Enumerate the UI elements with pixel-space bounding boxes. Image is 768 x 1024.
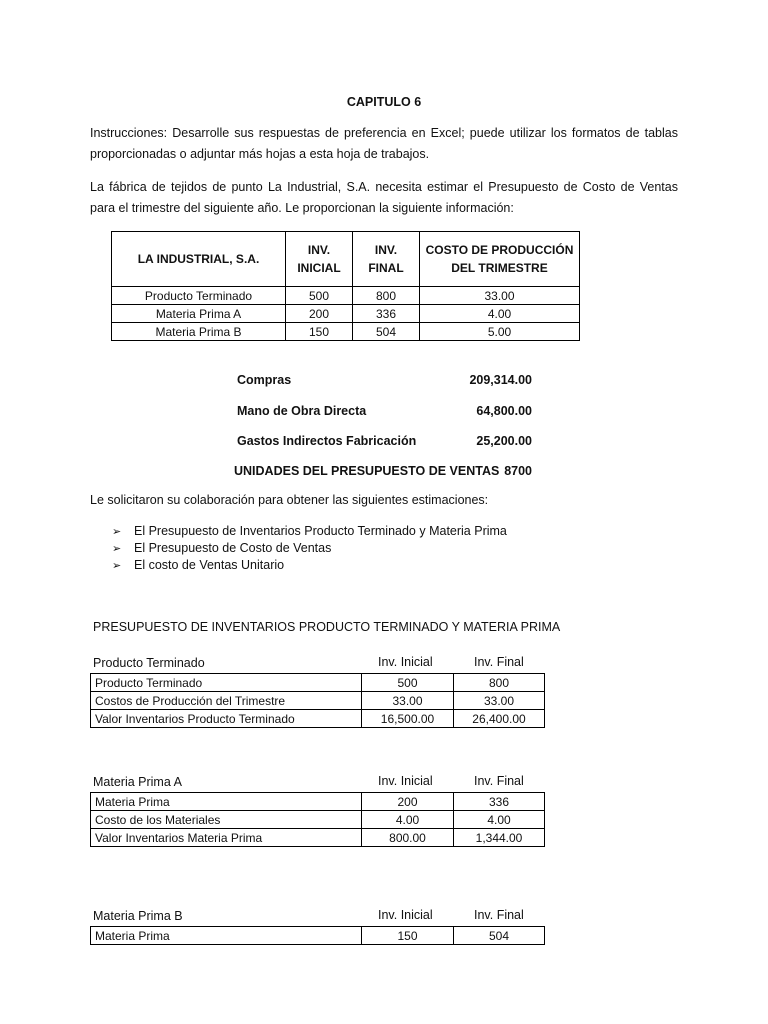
table-row xyxy=(91,927,545,945)
header-inv-inicial: INV. INICIAL xyxy=(286,232,353,287)
arrow-bullet-icon: ➢ xyxy=(112,543,122,555)
mpb-col-initial: Inv. Inicial xyxy=(378,908,433,922)
cell: 800 xyxy=(454,674,545,692)
page-title: CAPITULO 6 xyxy=(346,95,422,109)
figure-value-unidades: 8700 xyxy=(504,464,532,478)
table-header-row xyxy=(112,232,580,287)
cell: 336 xyxy=(353,305,420,323)
arrow-bullet-icon: ➢ xyxy=(112,526,122,538)
mpb-col-final: Inv. Final xyxy=(474,908,524,922)
cell: 500 xyxy=(286,287,353,305)
list-item: ➢ El costo de Ventas Unitario xyxy=(112,557,507,574)
row-label: Materia Prima xyxy=(91,927,362,945)
intro-paragraph: La fábrica de tejidos de punto La Industrial, S.A. necesita estimar el Presupuesto de Costo de Ventas para el trimestre del siguiente año. Le proporcionan la siguiente información: xyxy=(90,180,678,215)
table-row xyxy=(91,710,545,728)
request-paragraph: Le solicitaron su colaboración para obtener las siguientes estimaciones: xyxy=(90,493,489,507)
figure-label-compras: Compras xyxy=(237,373,292,387)
materia-prima-a-table xyxy=(90,792,545,847)
mpb-table-title: Materia Prima B xyxy=(93,909,183,923)
cell: 33.00 xyxy=(454,692,545,710)
table-row xyxy=(112,305,580,323)
table-row xyxy=(91,674,545,692)
section-title: PRESUPUESTO DE INVENTARIOS PRODUCTO TERMINADO Y MATERIA PRIMA xyxy=(93,620,561,634)
cell: 16,500.00 xyxy=(362,710,454,728)
cell: 504 xyxy=(353,323,420,341)
header-inv-final: INV. FINAL xyxy=(353,232,420,287)
row-label: Costo de los Materiales xyxy=(91,811,362,829)
cell: 5.00 xyxy=(420,323,580,341)
row-label: Materia Prima B xyxy=(112,323,286,341)
table-row xyxy=(91,692,545,710)
arrow-bullet-icon: ➢ xyxy=(112,560,122,572)
row-label: Costos de Producción del Trimestre xyxy=(91,692,362,710)
row-label: Producto Terminado xyxy=(112,287,286,305)
mpa-col-final: Inv. Final xyxy=(474,774,524,788)
pt-table-title: Producto Terminado xyxy=(93,656,205,670)
mpa-col-initial: Inv. Inicial xyxy=(378,774,433,788)
table-row xyxy=(91,829,545,847)
bullet-list xyxy=(112,523,507,574)
cell: 33.00 xyxy=(362,692,454,710)
cell: 33.00 xyxy=(420,287,580,305)
pt-col-initial: Inv. Inicial xyxy=(378,655,433,669)
figure-label-mano-obra: Mano de Obra Directa xyxy=(237,404,367,418)
list-item: ➢ El Presupuesto de Inventarios Producto Terminado y Materia Prima xyxy=(112,523,507,540)
cell: 150 xyxy=(286,323,353,341)
cell: 800 xyxy=(353,287,420,305)
figure-label-gastos-indirectos: Gastos Indirectos Fabricación xyxy=(237,434,417,448)
cell: 150 xyxy=(362,927,454,945)
cell: 4.00 xyxy=(420,305,580,323)
figure-value-mano-obra: 64,800.00 xyxy=(476,404,532,418)
figure-value-compras: 209,314.00 xyxy=(469,373,532,387)
row-label: Valor Inventarios Materia Prima xyxy=(91,829,362,847)
producto-terminado-table xyxy=(90,673,545,728)
instructions-paragraph: Instrucciones: Desarrolle sus respuestas de preferencia en Excel; puede utilizar los formatos de tablas proporcionadas o adjuntar más hojas a esta hoja de trabajos. xyxy=(90,126,678,161)
table-row xyxy=(112,323,580,341)
row-label: Valor Inventarios Producto Terminado xyxy=(91,710,362,728)
mpa-table-title: Materia Prima A xyxy=(93,775,182,789)
cell: 1,344.00 xyxy=(454,829,545,847)
row-label: Materia Prima A xyxy=(112,305,286,323)
cell: 4.00 xyxy=(454,811,545,829)
table-row xyxy=(91,793,545,811)
cell: 336 xyxy=(454,793,545,811)
header-company: LA INDUSTRIAL, S.A. xyxy=(112,232,286,287)
row-label: Producto Terminado xyxy=(91,674,362,692)
pt-col-final: Inv. Final xyxy=(474,655,524,669)
cell: 200 xyxy=(286,305,353,323)
table-row xyxy=(112,287,580,305)
cell: 800.00 xyxy=(362,829,454,847)
cell: 500 xyxy=(362,674,454,692)
cell: 200 xyxy=(362,793,454,811)
table-row xyxy=(91,811,545,829)
materia-prima-b-table xyxy=(90,926,545,945)
row-label: Materia Prima xyxy=(91,793,362,811)
cell: 4.00 xyxy=(362,811,454,829)
cell: 504 xyxy=(454,927,545,945)
figure-value-gastos-indirectos: 25,200.00 xyxy=(476,434,532,448)
header-costo-produccion: COSTO DE PRODUCCIÓN DEL TRIMESTRE xyxy=(420,232,580,287)
company-inventory-table xyxy=(111,231,580,341)
list-item: ➢ El Presupuesto de Costo de Ventas xyxy=(112,540,507,557)
cell: 26,400.00 xyxy=(454,710,545,728)
figure-label-unidades: UNIDADES DEL PRESUPUESTO DE VENTAS xyxy=(234,464,500,478)
